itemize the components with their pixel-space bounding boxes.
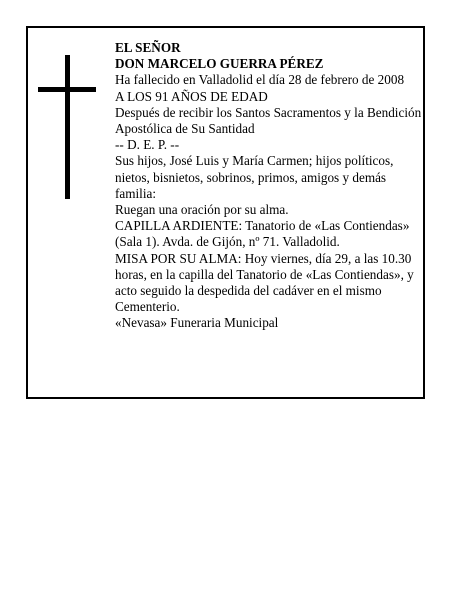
notice-title-honorific: EL SEÑOR: [115, 40, 181, 55]
notice-chapel: CAPILLA ARDIENTE: Tanatorio de «Las Contiendas» (Sala 1). Avda. de Gijón, nº 71. Valladolid.: [115, 218, 410, 250]
cross-icon: [38, 55, 96, 199]
notice-prayer: Ruegan una oración por su alma.: [115, 202, 289, 218]
notice-rip: -- D. E. P. --: [115, 137, 180, 153]
notice-sacraments: Después de recibir los Santos Sacramentos y la Bendición Apostólica de Su Santidad: [115, 104, 422, 137]
obituary-notice: [26, 26, 425, 399]
notice-mass: MISA POR SU ALMA: Hoy viernes, día 29, a las 10.30 horas, en la capilla del Tanatorio de «Las Contiendas», y acto seguido la despedida del cadáver en el mismo Cementerio.: [115, 250, 414, 315]
notice-title-name: DON MARCELO GUERRA PÉREZ: [115, 56, 324, 72]
notice-age: A LOS 91 AÑOS DE EDAD: [115, 88, 268, 104]
cross-horizontal-bar: [38, 87, 96, 92]
notice-funeral-home: «Nevasa» Funeraria Municipal: [115, 315, 279, 331]
notice-family: Sus hijos, José Luis y María Carmen; hijos políticos, nietos, bisnietos, sobrinos, primos, amigos y demás familia:: [115, 153, 394, 201]
notice-death-date: Ha fallecido en Valladolid el día 28 de febrero de 2008: [115, 72, 405, 88]
notice-text: [115, 40, 425, 332]
cross-vertical-bar: [65, 55, 70, 199]
